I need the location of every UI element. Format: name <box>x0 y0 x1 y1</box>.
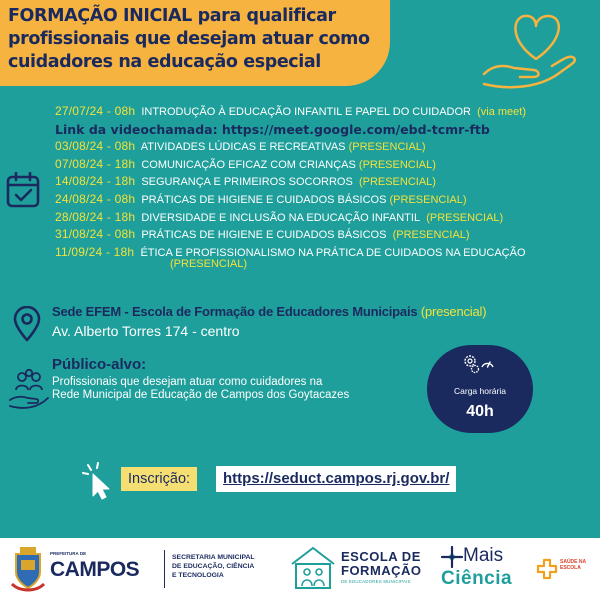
title-line-3: cuidadores na educação especial <box>8 52 321 72</box>
schedule-date: 07/08/24 - 18h <box>55 156 136 171</box>
workload-value: 40h <box>466 403 494 420</box>
schedule-title: ÉTICA E PROFISSIONALISMO NA PRÁTICA DE CUIDADOS NA EDUCAÇÃO <box>140 246 526 259</box>
workload-label: Carga horária <box>454 386 506 396</box>
location-name <box>52 304 486 319</box>
schedule-title: PRÁTICAS DE HIGIENE E CUIDADOS BÁSICOS <box>141 193 387 206</box>
audience-title: Público-alvo: <box>52 356 147 373</box>
schedule-mode: (PRESENCIAL) <box>392 229 470 242</box>
schedule-mode: (PRESENCIAL) <box>348 141 426 154</box>
efem-line-3: DE EDUCADORES MUNICIPAIS <box>341 579 411 584</box>
schedule-date: 28/08/24 - 18h <box>55 209 136 224</box>
title-line-1: FORMAÇÃO INICIAL para qualificar <box>8 6 336 26</box>
schedule-mode: (PRESENCIAL) <box>389 193 467 206</box>
efem-school-icon <box>288 544 338 592</box>
cursor-click-icon <box>82 462 112 500</box>
signup-label: Inscrição: <box>121 467 197 491</box>
schedule-date: 31/08/24 - 08h <box>55 227 136 242</box>
saude-escola-label <box>560 559 586 571</box>
schedule-item <box>55 244 595 262</box>
secretaria-line-2: DE EDUCAÇÃO, CIÊNCIA <box>172 563 255 570</box>
schedule-item <box>55 191 595 209</box>
audience-text: Profissionais que desejam atuar como cuidadores na Rede Municipal de Educação de Campos dos Goytacazes <box>52 376 350 401</box>
prefeitura-label: PREFEITURA DE <box>50 551 87 556</box>
schedule-list <box>55 103 595 270</box>
schedule-item <box>55 209 595 227</box>
schedule-title: DIVERSIDADE E INCLUSÃO NA EDUCAÇÃO INFANTIL <box>141 211 421 224</box>
schedule-date: 14/08/24 - 18h <box>55 174 136 189</box>
schedule-item <box>55 156 595 174</box>
schedule-mode: (PRESENCIAL) <box>426 211 504 224</box>
mais-ciencia-icon <box>441 546 463 568</box>
efem-line-1: ESCOLA DE <box>341 549 421 564</box>
schedule-title: COMUNICAÇÃO EFICAZ COM CRIANÇAS <box>141 158 356 171</box>
schedule-item <box>55 226 595 244</box>
title-banner <box>0 0 390 86</box>
ciencia-label: Ciência <box>441 568 513 589</box>
schedule-title: INTRODUÇÃO À EDUCAÇÃO INFANTIL E PAPEL DO CUIDADOR <box>141 106 471 118</box>
footer-divider <box>164 550 165 588</box>
campos-logo-text: CAMPOS <box>50 558 140 581</box>
workload-badge <box>427 345 533 433</box>
saude-escola-icon <box>536 558 558 580</box>
saude-line-1: SAÚDE NA <box>560 559 587 565</box>
footer-logos <box>0 538 600 600</box>
schedule-title: SEGURANÇA E PRIMEIROS SOCORROS <box>141 176 353 189</box>
secretaria-line-1: SECRETARIA MUNICIPAL <box>172 554 255 561</box>
schedule-title: ATIVIDADES LÚDICAS E RECREATIVAS <box>140 141 346 154</box>
efem-line-2: FORMAÇÃO <box>341 563 422 578</box>
schedule-title: PRÁTICAS DE HIGIENE E CUIDADOS BÁSICOS <box>141 229 387 242</box>
schedule-mode: (PRESENCIAL) <box>358 176 436 189</box>
secretaria-line-3: E TECNOLOGIA <box>172 572 224 579</box>
schedule-date: 03/08/24 - 08h <box>55 139 136 154</box>
meet-link[interactable]: Link da videochamada: https://meet.google.com/ebd-tcmr-ftb <box>55 121 490 137</box>
schedule-mode: (PRESENCIAL) <box>358 158 436 171</box>
schedule-date: 27/07/24 - 08h <box>55 104 136 118</box>
location-name-text: Sede EFEM - Escola de Formação de Educadores Municipais <box>52 304 418 319</box>
schedule-item <box>55 173 595 191</box>
location-address: Av. Alberto Torres 174 - centro <box>52 323 240 339</box>
schedule-date: 24/08/24 - 08h <box>55 191 136 206</box>
gears-gauge-icon <box>462 353 494 375</box>
heart-hand-icon <box>478 4 588 94</box>
signup-link[interactable]: https://seduct.campos.rj.gov.br/ <box>216 466 456 492</box>
schedule-date: 11/09/24 - 18h <box>55 244 135 259</box>
calendar-icon <box>6 172 40 208</box>
city-crest-icon <box>8 544 48 594</box>
secretaria-label <box>172 553 255 580</box>
location-mode: (presencial) <box>420 304 487 319</box>
audience-hand-icon <box>8 368 50 410</box>
title-line-2: profissionais que desejam atuar como <box>8 29 370 49</box>
schedule-item <box>55 103 595 121</box>
saude-line-2: ESCOLA <box>560 565 581 571</box>
location-pin-icon <box>12 306 42 342</box>
schedule-mode: (via meet) <box>477 106 526 118</box>
schedule-item <box>55 138 595 156</box>
mais-label: Mais <box>463 545 504 566</box>
schedule-mode: (PRESENCIAL) <box>170 258 248 271</box>
